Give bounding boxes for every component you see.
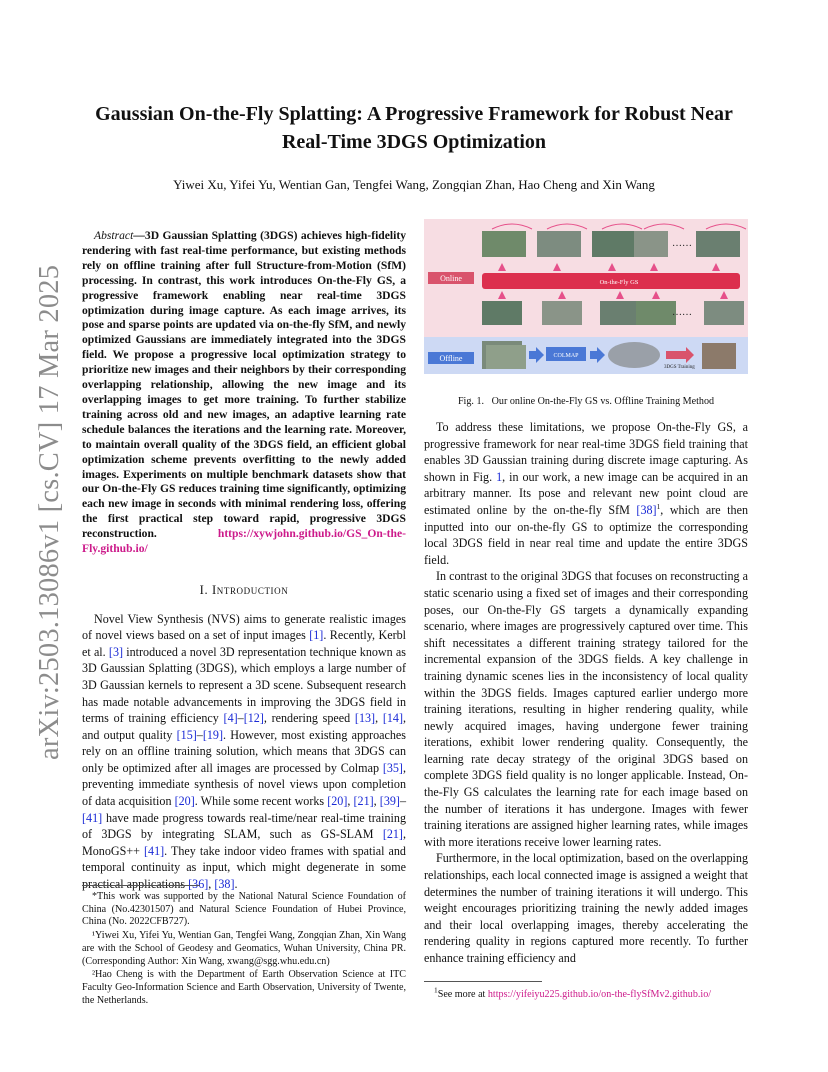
footnotes (82, 891, 406, 1008)
text-run: To address these limitations, we propose On-the-Fly GS, a progressive framework for near real-time 3DGS field training that enables 3D Gaussian training during discrete image capturing. As shown in Fig. (424, 420, 748, 484)
footnote-mark: 1 (434, 985, 438, 995)
right-footnote-rule (424, 981, 542, 982)
citation-link[interactable]: [4] (223, 711, 238, 726)
citation-link[interactable]: [38] (636, 502, 657, 517)
text-run: , (208, 877, 215, 892)
left-column (82, 229, 406, 893)
text-run: In contrast to the original 3DGS that focuses on reconstructing a static scenario using a fixed set of images and their corresponding poses, our On-the-Fly GS targets a dynamically expanding scenario, where images are progressively captured over time. This shift necessitates a different training strategy tailored for the incremental expansion of the 3DGS fields. A key challenge in training dynamic scenes lies in the inconsistency of local quality within the 3DGS fields. Images captured earlier undergo more training iterations, resulting in higher rendering quality, while newly acquired images, having undergone fewer training iterations, exhibit lower rendering quality. Consequently, the learning rate decay strategy of the original 3DGS based on complete 3DGS field quality is no longer applicable. Instead, On-the-Fly GS calculates the learning rate for each image based on the number of iterations it has undergone. Images with fewer training iterations are assigned higher learning rates, while images with more iterations receive lower learning rates. (424, 569, 748, 849)
text-run: – (196, 727, 203, 742)
bottom-thumbnail (636, 301, 676, 325)
onthefly-label: On-the-Fly GS (599, 279, 639, 286)
project-link[interactable]: https://xywjohn.github.io/GS_On-the-Fly.github.io/ (82, 527, 406, 556)
text-run: , MonoGS++ (82, 827, 406, 858)
text-run: Furthermore, in the local optimization, based on the overlapping relationships, each local connected image is assigned a weight that determines the number of training iterations it will undergo. This weight encourages prioritizing training the newly added images and their local overlapping images, thereby accelerating the rendering quality in regions captured more recently. To further enhance training efficiency and (424, 851, 748, 965)
text-run: , (373, 794, 380, 809)
bottom-thumbnail (704, 301, 744, 325)
author-list: Yiwei Xu, Yifei Yu, Wentian Gan, Tengfei Wang, Zongqian Zhan, Hao Cheng and Xin Wang (173, 177, 655, 192)
footnote-marker: 1 (656, 501, 661, 511)
offline-label: Offline (439, 354, 463, 363)
citation-link[interactable]: [20] (174, 794, 195, 809)
citation-link[interactable]: 1 (496, 469, 503, 484)
text-run: . (234, 877, 238, 892)
point-cloud-render (608, 342, 660, 368)
colmap-label: COLMAP (553, 353, 579, 359)
abstract-label: Abstract (94, 229, 134, 242)
text-run: , (347, 794, 354, 809)
text-run: , in our work, a new image can be acquired in an arbitrary manner. Its pose and relevant new point cloud are estimated online by the on-the-fly SfM (424, 469, 749, 517)
text-run: – (399, 794, 406, 809)
abstract-text: 3D Gaussian Splatting (3DGS) achieves high-fidelity rendering with fast real-time performance, but existing methods rely on offline training after full Structure-from-Motion (SfM) processing. In contrast, this work introduces On-the-Fly GS, a progressive framework enabling near real-time 3DGS optimization during image capture. As each image arrives, its pose and sparse points are updated via on-the-fly SfM, and newly optimized Gaussians are immediately integrated into the 3DGS field. We propose a progressive local optimization strategy to prioritize new images and their neighbors by their corresponding overlapping relationship, allowing the new image and its overlapping images to get more training. To further stabilize training across old and new images, an adaptive learning rate schedule balances the iterations and the learning rate. Moreover, to maintain overall quality of the 3DGS field, an efficient global optimization scheme prevents overfitting to the newly added images. Experiments on multiple benchmark datasets show that our On-the-Fly GS reduces training time significantly, optimizing each new image in seconds with minimal rendering loss, offering the first practical step toward rapid, progressive 3DGS reconstruction. (82, 229, 406, 541)
intro-body (82, 611, 406, 893)
citation-link[interactable]: [15] (176, 727, 197, 742)
citation-link[interactable]: [14] (382, 711, 403, 726)
bottom-thumbnail (482, 301, 522, 325)
citation-link[interactable]: [21] (353, 794, 374, 809)
footnote-affiliation-2: ²Hao Cheng is with the Department of Earth Observation Science at ITC Faculty Geo-Information Science and Earth Observation, University of Twente, the Netherlands. (82, 969, 406, 1006)
citation-link[interactable]: [39] (379, 794, 400, 809)
footnote-prefix: See more at (437, 989, 488, 1000)
citation-link[interactable]: [38] (214, 877, 235, 892)
section-title: Introduction (211, 582, 289, 597)
paper-title: Gaussian On-the-Fly Splatting: A Progressive Framework for Robust Near Real-Time 3DGS Optimization (95, 103, 733, 153)
footnote-link[interactable]: https://yifeiyu225.github.io/on-the-flySfMv2.github.io/ (487, 989, 712, 1000)
text-run: , (375, 711, 383, 726)
body-paragraph (424, 568, 748, 850)
text-run: . Recently, Kerbl et al. (82, 628, 407, 659)
text-run: , preventing immediate synthesis of novel views upon completion of data acquisition (82, 760, 406, 809)
footnote-affiliation-1: ¹Yiwei Xu, Yifei Yu, Wentian Gan, Tengfei Wang, Zongqian Zhan, Xin Wang are with the School of Geodesy and Geomatics, Wuhan University, China PR. (Corresponding Author: Xin Wang, xwang@sgg.whu.edu.cn) (82, 930, 406, 967)
figure-1-diagram (424, 219, 748, 374)
top-thumbnail (482, 231, 526, 257)
bottom-thumbnail (600, 301, 640, 325)
text-run: . They take indoor video frames with spatial and temporal continuity as input, which might degenerate in some practical applications (82, 843, 406, 892)
citation-link[interactable]: [1] (309, 628, 324, 643)
rendered-view (702, 343, 736, 369)
top-thumbnail (696, 231, 740, 257)
text-run: introduced a novel 3D representation technique known as 3D Gaussian Splatting (3DGS), which employs a large number of 3D Gaussian kernels to represent a 3D scene. Subsequent research has made notable advancements in improving the 3DGS field in terms of training efficiency (82, 644, 406, 726)
citation-link[interactable]: [41] (82, 810, 103, 825)
top-thumbnail (634, 231, 668, 257)
abstract-dash: — (133, 229, 145, 242)
section-heading (82, 582, 406, 599)
text-run: . While some recent works (194, 794, 328, 809)
bottom-thumbnail (542, 301, 582, 325)
right-footnote (424, 985, 748, 1002)
figure-caption-label: Fig. 1. (457, 396, 485, 407)
right-column (424, 419, 748, 967)
body-paragraph (424, 850, 748, 966)
figure-caption (424, 396, 748, 407)
footnote-rule (82, 885, 200, 886)
text-run: , rendering speed (263, 711, 355, 726)
citation-link[interactable]: [13] (354, 711, 376, 726)
top-ellipsis: …… (672, 238, 692, 249)
body-paragraph (424, 419, 748, 568)
text-run: , and output quality (82, 711, 407, 742)
section-number: I. (199, 582, 212, 597)
top-thumbnail (592, 231, 636, 257)
citation-link[interactable]: [20] (327, 794, 348, 809)
citation-link[interactable]: [19] (202, 727, 223, 742)
text-run: have made progress towards real-time/near real-time training of 3DGS by integrating SLAM, such as GS-SLAM (82, 810, 406, 842)
arxiv-stamp: arXiv:2503.13086v1 [cs.CV] 17 Mar 2025 (34, 264, 65, 760)
text-run: – (237, 711, 244, 726)
citation-link[interactable]: [12] (243, 711, 264, 726)
figure-caption-text: Our online On-the-Fly GS vs. Offline Training Method (491, 396, 715, 407)
body-paragraph (82, 611, 406, 893)
citation-link[interactable]: [36] (188, 877, 209, 892)
text-run: Novel View Synthesis (NVS) aims to generate realistic images of novel views based on a set of input images (82, 611, 406, 643)
top-thumbnail (537, 231, 581, 257)
footnote-funding: *This work was supported by the National Natural Science Foundation of China (No.42301507) and Natural Science Foundation of Hubei Province, China (No. 2022CFB727). (82, 891, 406, 928)
citation-link[interactable]: [35] (382, 760, 403, 775)
abstract (82, 229, 406, 557)
citation-link[interactable]: [41] (144, 843, 165, 858)
bottom-ellipsis: …… (672, 307, 692, 318)
citation-link[interactable]: [3] (108, 644, 124, 659)
text-run: , which are then inputted into our on-the-fly GS to optimize the corresponding local 3DGS field in near real time and update the entire 3DGS field. (424, 502, 748, 567)
citation-link[interactable]: [21] (382, 827, 403, 842)
training-label: 3DGS Training (664, 365, 695, 370)
text-run: . However, most existing approaches rely on an offline training solution, which means that 3DGS can only be optimized after all images are processed by Colmap (82, 727, 406, 775)
online-label: Online (440, 274, 462, 283)
